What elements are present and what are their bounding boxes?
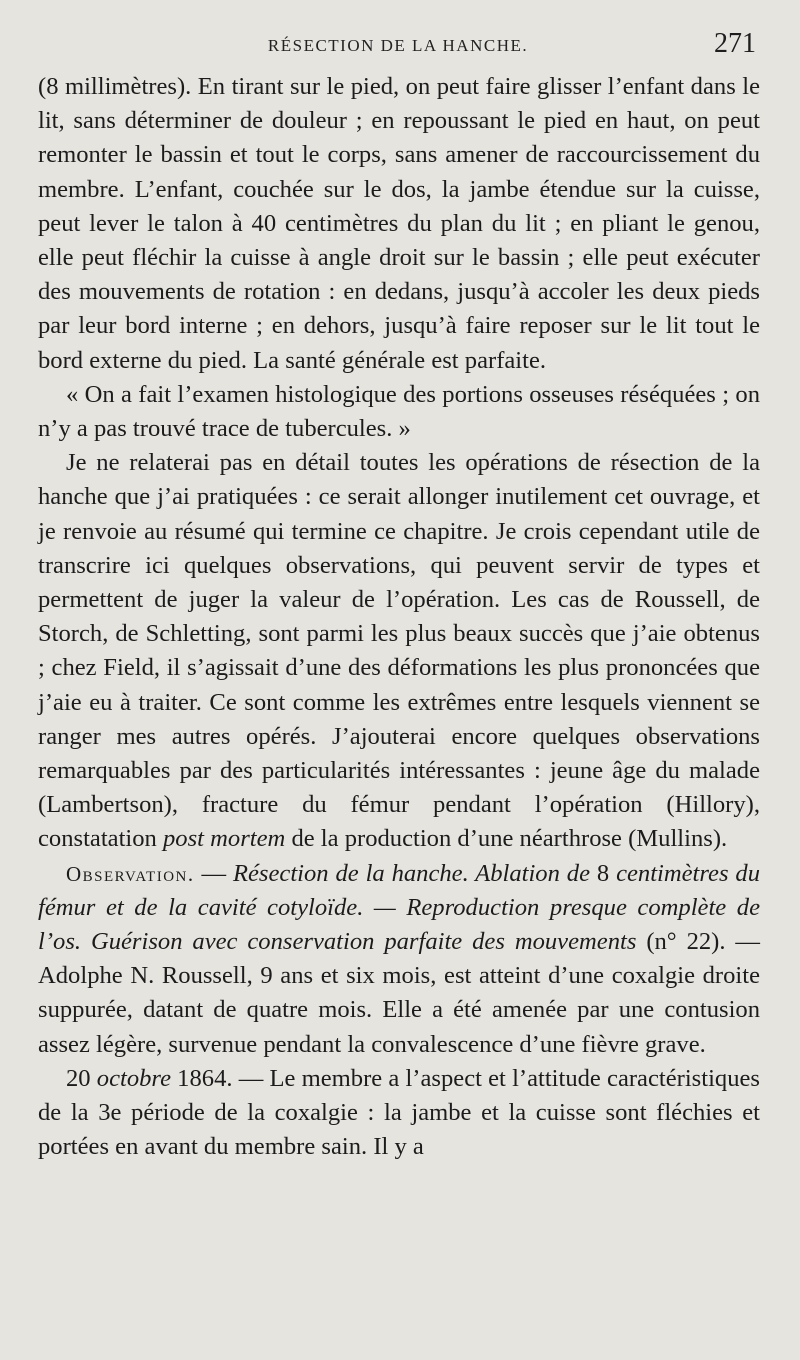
observation-title-part-1: Résection de la hanche. Ablation de (232, 859, 590, 887)
paragraph-5 (38, 1062, 760, 1165)
observation-dash: — (194, 859, 233, 887)
page-header (38, 28, 758, 64)
paragraph-3 (38, 446, 760, 856)
page-number: 271 (714, 28, 756, 59)
observation-number: 8 (590, 859, 617, 887)
date-day: 20 (66, 1064, 97, 1092)
paragraph-3-end: de la production d’une néarthrose (Mullins). (285, 825, 728, 853)
observation-paragraph (38, 857, 760, 1062)
paragraph-3-text: Je ne relaterai pas en détail toutes les opérations de résection de la hanche que j’ai pratiquées : ce serait allonger inutilement cet ouvrage, et je renvoie au résumé qui termine ce chapitre. Je crois cependant utile de transcrire ici quelques observations, qui peuvent servir de types et permettent de juger la valeur de l’opération. Les cas de Roussell, de Storch, de Schletting, sont parmi les plus beaux succès que j’aie obtenus ; chez Field, il s’agissait d’une des déformations les plus prononcées que j’aie eu à traiter. Ce sont comme les extrêmes entre lesquels viennent se ranger mes autres opérés. J’ajouterai encore quelques observations remarquables par des particularités intéressantes : jeune âge du malade (Lambertson), fracture du fémur pendant l’opération (Hillory), constatation (38, 449, 760, 853)
observation-label: Observation. (66, 861, 195, 886)
paragraph-5-text: 1864. — Le membre a l’aspect et l’attitude caractéristiques de la 3e période de la coxalgie : la jambe et la cuisse sont fléchies et portées en avant du membre sain. Il y a (38, 1064, 760, 1161)
date-month: octobre (96, 1064, 171, 1092)
paragraph-2: « On a fait l’examen histologique des portions osseuses réséquées ; on n’y a pas trouvé trace de tubercules. » (38, 380, 760, 443)
post-mortem-phrase: post mortem (163, 825, 286, 853)
running-title: RÉSECTION DE LA HANCHE. (267, 36, 529, 55)
text-body (38, 70, 760, 1165)
observation-title-part-2: centimètres du fémur et de la cavité cotyloïde. — Reproduction presque complète de l’os. Guérison avec conservation parfaite des mouvements (38, 859, 760, 956)
paragraph-1: (8 millimètres). En tirant sur le pied, on peut faire glisser l’enfant dans le lit, sans déterminer de douleur ; en repoussant le pied en haut, on peut remonter le bassin et tout le corps, sans amener de raccourcissement du membre. L’enfant, couchée sur le dos, la jambe étendue sur la cuisse, peut lever le talon à 40 centimètres du plan du lit ; en pliant le genou, elle peut fléchir la cuisse à angle droit sur le bassin ; elle peut exécuter des mouvements de rotation : en dedans, jusqu’à accoler les deux pieds par leur bord interne ; en dehors, jusqu’à faire reposer sur le lit tout le bord externe du pied. La santé générale est parfaite. (38, 73, 760, 374)
observation-text: (n° 22). — Adolphe N. Roussell, 9 ans et six mois, est atteint d’une coxalgie droite suppurée, datant de quatre mois. Elle a été amenée par une contusion assez légère, survenue pendant la convalescence d’une fièvre grave. (38, 928, 761, 1058)
